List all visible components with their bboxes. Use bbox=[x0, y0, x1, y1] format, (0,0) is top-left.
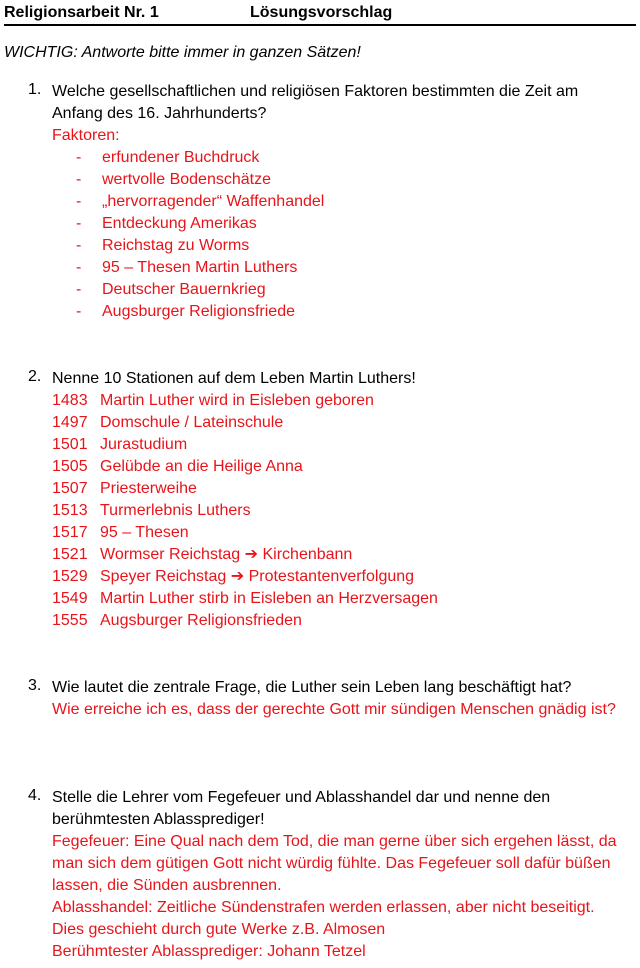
list-item: - 95 – Thesen Martin Luthers bbox=[76, 259, 298, 276]
answer-heading: Faktoren: bbox=[52, 127, 120, 144]
question-number: 3. bbox=[28, 677, 42, 694]
list-item: - Reichstag zu Worms bbox=[76, 237, 250, 254]
answer-text: Wie erreiche ich es, dass der gerechte Gott mir sündigen Menschen gnädig ist? bbox=[52, 701, 616, 718]
document-subtitle: Lösungsvorschlag bbox=[250, 4, 393, 21]
station-row: 1497 Domschule / Lateinschule bbox=[52, 414, 284, 431]
station-row: 1529 Speyer Reichstag ➔ Protestantenverfolgung bbox=[52, 568, 415, 585]
station-row: 1507 Priesterweihe bbox=[52, 480, 197, 497]
station-row: 1513 Turmerlebnis Luthers bbox=[52, 502, 251, 519]
station-row: 1521 Wormser Reichstag ➔ Kirchenbann bbox=[52, 546, 353, 563]
list-item: - Augsburger Religionsfriede bbox=[76, 303, 295, 320]
instruction-note: WICHTIG: Antworte bitte immer in ganzen Sätzen! bbox=[4, 44, 361, 61]
answer-fegefeuer: Fegefeuer: Eine Qual nach dem Tod, die man gerne über sich ergehen lässt, da man sich dem gütigen Gott nicht würdig fühlte. Das Fegefeuer soll dafür büßen lassen, die Sünden ausbrennen. bbox=[52, 833, 617, 894]
station-row: 1549 Martin Luther stirb in Eisleben an Herzversagen bbox=[52, 590, 438, 607]
list-item: - Entdeckung Amerikas bbox=[76, 215, 257, 232]
question-text: Nenne 10 Stationen auf dem Leben Martin Luthers! bbox=[52, 370, 416, 387]
station-row: 1517 95 – Thesen bbox=[52, 524, 189, 541]
station-row: 1505 Gelübde an die Heilige Anna bbox=[52, 458, 303, 475]
list-item: - erfundener Buchdruck bbox=[76, 149, 260, 166]
list-item: - „hervorragender“ Waffenhandel bbox=[76, 193, 325, 210]
document-title: Religionsarbeit Nr. 1 bbox=[4, 4, 159, 21]
document-header bbox=[4, 2, 636, 26]
list-item: - wertvolle Bodenschätze bbox=[76, 171, 271, 188]
station-row: 1483 Martin Luther wird in Eisleben geboren bbox=[52, 392, 374, 409]
question-number: 4. bbox=[28, 787, 42, 804]
question-text: Welche gesellschaftlichen und religiösen Faktoren bestimmten die Zeit am Anfang des 16. Jahrhunderts? bbox=[52, 83, 579, 122]
question-number: 1. bbox=[28, 81, 42, 98]
station-row: 1501 Jurastudium bbox=[52, 436, 188, 453]
question-number: 2. bbox=[28, 368, 42, 385]
question-text: Wie lautet die zentrale Frage, die Luther sein Leben lang beschäftigt hat? bbox=[52, 679, 572, 696]
list-item: - Deutscher Bauernkrieg bbox=[76, 281, 266, 298]
answer-ablassprediger: Berühmtester Ablassprediger: Johann Tetzel bbox=[52, 943, 366, 960]
answer-ablasshandel: Ablasshandel: Zeitliche Sündenstrafen werden erlassen, aber nicht beseitigt. Dies geschieht durch gute Werke z.B. Almosen bbox=[52, 899, 595, 938]
question-text: Stelle die Lehrer vom Fegefeuer und Ablasshandel dar und nenne den berühmtesten Ablassprediger! bbox=[52, 789, 551, 828]
station-row: 1555 Augsburger Religionsfrieden bbox=[52, 612, 302, 629]
